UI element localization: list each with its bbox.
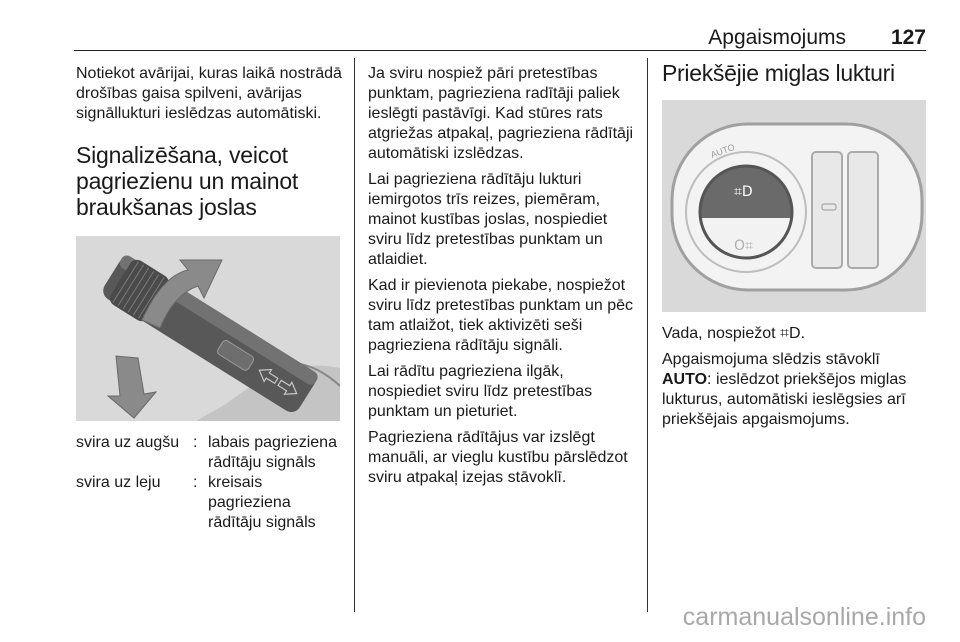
paragraph: Pagrieziena rādītājus var izslēgt manuāli, ar vieglu kustību pārslēdzot sviru atpakaļ izejas stāvoklī. xyxy=(368,429,628,486)
paragraph: Ja sviru nospiež pāri pretestības punktam, pagrieziena radītāji paliek ieslēgti pastāvīgi. Kad stūres rats atgriežas atpakaļ, pagrieziena rādītāji automātiski izslēdzas. xyxy=(368,65,634,162)
definition-row xyxy=(76,433,344,473)
definition-separator: : xyxy=(193,474,198,491)
auto-keyword: AUTO xyxy=(662,371,708,388)
column-3 xyxy=(662,60,930,436)
page-number: 127 xyxy=(890,26,926,49)
auto-position-label: AUTO xyxy=(709,141,737,160)
auto-suffix-text: : ieslēdzot priekšējos miglas lukturus, automātiski ieslēgsies arī priekšējais apgaismojums. xyxy=(662,371,907,428)
section-heading-turn-signal: Signalizēšana, veicot pagriezienu un mainot braukšanas joslas xyxy=(76,142,299,220)
intro-paragraph: Notiekot avārijai, kuras laikā nostrādā drošības gaisa spilveni, avārijas signāllukturi ieslēdzas automātiski. xyxy=(76,65,342,122)
auto-prefix-text: Apgaismojuma slēdzis stāvoklī xyxy=(662,351,880,368)
definition-separator: : xyxy=(193,434,198,451)
paragraph: Lai pagrieziena rādītāju lukturi iemirgotos trīs reizes, piemēram, mainot kustības joslas, nospiediet sviru līdz pretestības punktam un atlaidiet. xyxy=(368,171,608,268)
definition-row xyxy=(76,473,344,533)
page-header xyxy=(74,24,926,50)
svg-text:O⌗: O⌗ xyxy=(734,238,753,254)
definition-description: labais pagrieziena rādītāju signāls xyxy=(208,434,337,471)
definition-term: svira uz augšu xyxy=(76,434,180,451)
watermark: carmanualsonline.info xyxy=(682,603,926,631)
stalk-definition-list xyxy=(76,433,344,533)
column-1 xyxy=(76,64,344,533)
turn-signal-stalk-illustration xyxy=(76,236,340,421)
column-2 xyxy=(368,64,638,494)
light-switch-panel-illustration xyxy=(662,100,926,312)
section-heading-fog-lights: Priekšējie miglas lukturi xyxy=(662,60,895,86)
column-divider-1 xyxy=(354,58,355,612)
svg-text:⌗D: ⌗D xyxy=(734,184,753,200)
auto-mode-paragraph xyxy=(662,350,930,430)
column-divider-2 xyxy=(647,58,648,612)
definition-description: kreisais pagrieziena rādītāju signāls xyxy=(208,474,316,531)
header-rule xyxy=(74,50,926,51)
definition-term: svira uz leju xyxy=(76,474,161,491)
section-title: Apgaismojums xyxy=(708,26,846,49)
paragraph: Lai rādītu pagrieziena ilgāk, nospiediet sviru līdz pretestības punktam un pieturiet. xyxy=(368,363,593,420)
paragraph: Kad ir pievienota piekabe, nospiežot sviru līdz pretestības punktam un pēc tam atlaižot, tiek aktivizēti seši pagrieziena rādītāju signāli. xyxy=(368,277,634,354)
fog-light-operate-text: Vada, nospiežot ⌗D. xyxy=(662,325,806,342)
